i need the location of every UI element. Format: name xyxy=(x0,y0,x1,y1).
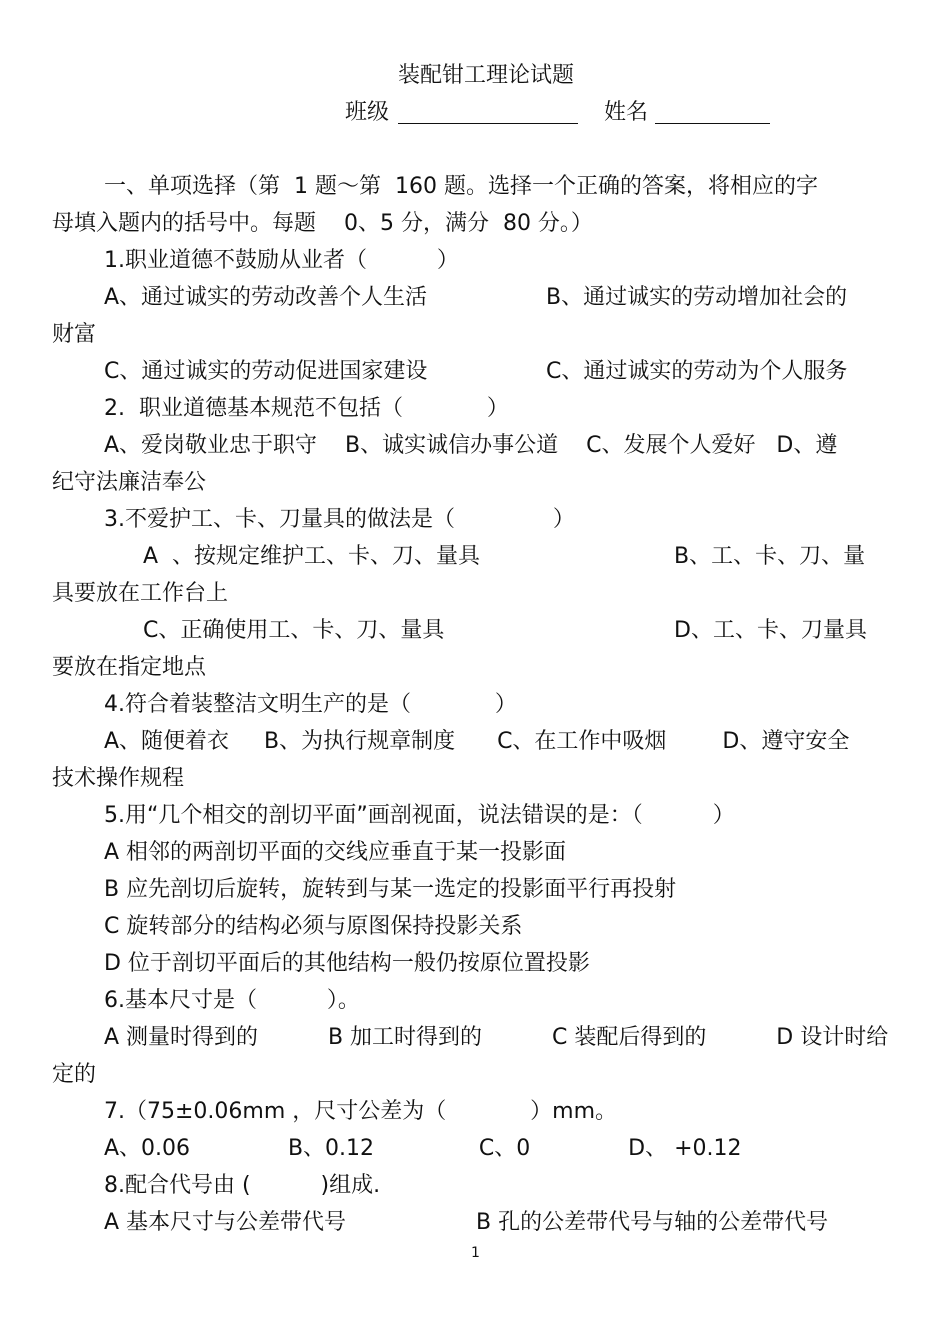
section-instructions-line2: 母填入题内的括号中。每题 0、5 分，满分 80 分。） xyxy=(52,211,593,236)
class-blank-field[interactable] xyxy=(398,101,578,124)
question-8-stem: 8.配合代号由 ( )组成. xyxy=(104,1173,381,1198)
question-3-option-c: C、正确使用工、卡、刀、量具 xyxy=(143,618,445,643)
name-blank-field[interactable] xyxy=(655,101,770,124)
question-4-options-cont: 技术操作规程 xyxy=(52,766,185,791)
question-7-stem: 7.（75±0.06mm ，尺寸公差为（ ）mm。 xyxy=(104,1099,618,1124)
question-5-option-a: A 相邻的两剖切平面的交线应垂直于某一投影面 xyxy=(104,840,567,865)
page-number: 1 xyxy=(471,1245,480,1261)
question-3-option-d: D、工、卡、刀量具 xyxy=(674,618,867,643)
question-1-option-b: B、通过诚实的劳动增加社会的 xyxy=(546,285,848,310)
question-3-option-b-cont: 具要放在工作台上 xyxy=(52,581,229,606)
question-5-stem: 5.用“几个相交的剖切平面”画剖视面，说法错误的是：（ ） xyxy=(104,803,735,828)
question-7-options: A、0.06 B、0.12 C、0 D、 +0.12 xyxy=(104,1136,742,1161)
question-2-stem: 2. 职业道德基本规范不包括（ ） xyxy=(104,396,509,421)
class-label: 班级 xyxy=(345,100,390,125)
question-3-stem: 3.不爱护工、卡、刀量具的做法是（ ） xyxy=(104,507,575,532)
question-1-stem: 1.职业道德不鼓励从业者（ ） xyxy=(104,248,459,273)
question-2-options-cont: 纪守法廉洁奉公 xyxy=(52,470,207,495)
question-5-option-d: D 位于剖切平面后的其他结构一般仍按原位置投影 xyxy=(104,951,590,976)
exam-title: 装配钳工理论试题 xyxy=(398,63,575,88)
question-5-option-c: C 旋转部分的结构必须与原图保持投影关系 xyxy=(104,914,523,939)
question-1-option-b-cont: 财富 xyxy=(52,322,97,347)
section-instructions-line1: 一、单项选择（第 1 题～第 160 题。选择一个正确的答案，将相应的字 xyxy=(104,174,818,199)
question-1-option-d: C、通过诚实的劳动为个人服务 xyxy=(546,359,848,384)
name-label: 姓名 xyxy=(604,100,649,125)
question-4-stem: 4.符合着装整洁文明生产的是（ ） xyxy=(104,692,517,717)
question-8-option-b: B 孔的公差带代号与轴的公差带代号 xyxy=(476,1210,829,1235)
question-3-option-b: B、工、卡、刀、量 xyxy=(674,544,866,569)
question-3-option-d-cont: 要放在指定地点 xyxy=(52,655,207,680)
question-2-options: A、爱岗敬业忠于职守 B、诚实诚信办事公道 C、发展个人爱好 D、遵 xyxy=(104,433,838,458)
question-5-option-b: B 应先剖切后旋转，旋转到与某一选定的投影面平行再投射 xyxy=(104,877,677,902)
question-1-option-a: A、通过诚实的劳动改善个人生活 xyxy=(104,285,428,310)
question-6-options-cont: 定的 xyxy=(52,1062,97,1087)
question-4-options: A、随便着衣 B、为执行规章制度 C、在工作中吸烟 D、遵守安全 xyxy=(104,729,850,754)
question-3-option-a: A 、按规定维护工、卡、刀、量具 xyxy=(143,544,481,569)
question-6-stem: 6.基本尺寸是（ ）。 xyxy=(104,988,360,1013)
question-6-options: A 测量时得到的 B 加工时得到的 C 装配后得到的 D 设计时给 xyxy=(104,1025,889,1050)
question-1-option-c: C、通过诚实的劳动促进国家建设 xyxy=(104,359,428,384)
question-8-option-a: A 基本尺寸与公差带代号 xyxy=(104,1210,347,1235)
